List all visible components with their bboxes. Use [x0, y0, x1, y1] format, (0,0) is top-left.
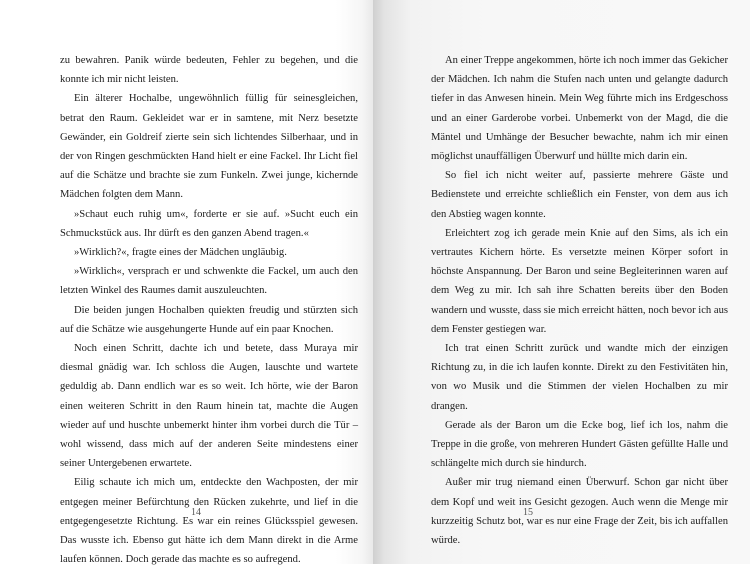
paragraph: Ich trat einen Schritt zurück und wandte mich der einzigen Richtung zu, in die ich laufen konnte. Direkt zu den Festivitäten hin, von wo Musik und die Stimmen der vielen Hochalben zu mir drangen. [431, 343, 728, 412]
page-number: 14 [191, 507, 201, 518]
paragraph: An einer Treppe angekommen, hörte ich noch immer das Gekicher der Mädchen. Ich nahm die Stufen nach unten und gelangte dadurch tiefer in das Anwesen hinein. Mein Weg führte mich ins Erdgeschoss und an einer Garderobe vorbei. Unbemerkt von der Magd, die die Mäntel und Umhänge der Besucher bewachte, nahm ich mir einen möglichst unauffälligen Überwurf und hüllte mich darin ein. [431, 55, 729, 163]
paragraph: »Wirklich?«, fragte eines der Mädchen ungläubig. [74, 247, 287, 259]
paragraph: zu bewahren. Panik würde bedeuten, Fehler zu begehen, und die konnte ich mir nicht leisten. [60, 55, 358, 86]
paragraph: »Wirklich«, versprach er und schwenkte die Fackel, um auch den letzten Winkel des Raumes damit auszuleuchten. [60, 266, 358, 297]
paragraph: Die beiden jungen Hochalben quiekten freudig und stürzten sich auf die Schätze wie ausgehungerte Hunde auf ein paar Knochen. [60, 304, 358, 335]
paragraph: Noch einen Schritt, dachte ich und betete, dass Muraya mir diesmal gnädig war. Ich schloss die Augen, lauschte und wartete geduldig ab. Dann endlich war es so weit. Ich hörte, wie der Baron einen weiteren Schritt in den Raum hinein tat, machte die Augen wieder auf und huschte unbemerkt hinter ihm vorbei durch die Tür – wohl wissend, dass mich auf der anderen Seite mindestens einer seiner Untergebenen erwartete. [60, 343, 358, 470]
paragraph: Gerade als der Baron um die Ecke bog, lief ich los, nahm die Treppe in die große, von mehreren Hundert Gästen gefüllte Halle und schlängelte mich durch sie hindurch. [431, 419, 728, 470]
paragraph: Ein älterer Hochalbe, ungewöhnlich füllig für seinesgleichen, betrat den Raum. Gekleidet war er in samtene, mit Nerz besetzte Gewänder, ein Goldreif zierte sein sich lichtendes Silberhaar, und in der von Ringen geschmückten Hand hielt er eine Fackel. Ihr Licht fiel auf die Schätze und brachte sie zum Funkeln. Zwei junge, kichernde Mädchen folgten dem Mann. [60, 93, 358, 201]
paragraph: Eilig schaute ich mich um, entdeckte den Wachposten, der mir entgegen meiner Befürchtung den Rücken zukehrte, und lief in die entgegengesetzte Richtung. Es war ein reines Glücksspiel gewesen. Das wusste ich. Ebenso gut hätte ich dem Mann direkt in die Arme laufen können. Doch gerade das machte es so aufregend. [60, 477, 358, 566]
page-number: 15 [523, 507, 533, 518]
paragraph: Außer mir trug niemand einen Überwurf. Schon gar nicht über dem Kopf und weit ins Gesicht gezogen. Auch wenn die Menge mir kurzzeitig Schutz bot, war es nur eine Frage der Zeit, bis ich auffallen würde. [431, 477, 728, 547]
right-page [373, 0, 750, 564]
left-page-text [60, 51, 358, 569]
paragraph: So fiel ich nicht weiter auf, passierte mehrere Gäste und Bedienstete und erreichte schließlich ein Fenster, von dem aus ich den Abstieg wagen konnte. [431, 170, 728, 220]
right-page-text [431, 51, 728, 550]
paragraph: »Schaut euch ruhig um«, forderte er sie auf. »Sucht euch ein Schmuckstück aus. Ihr dürft es den ganzen Abend tragen.« [60, 208, 358, 239]
left-page [0, 0, 373, 564]
paragraph: Erleichtert zog ich gerade mein Knie auf den Sims, als ich ein vertrautes Kichern hörte. Es versetzte meinen Körper sofort in höchste Anspannung. Der Baron und seine Begleiterinnen waren auf dem Weg zu mir. Ich sah ihre Schatten bereits über den Boden wandern und wusste, dass sie mich erreicht hätten, noch bevor ich aus dem Fenster gestiegen war. [431, 227, 728, 335]
